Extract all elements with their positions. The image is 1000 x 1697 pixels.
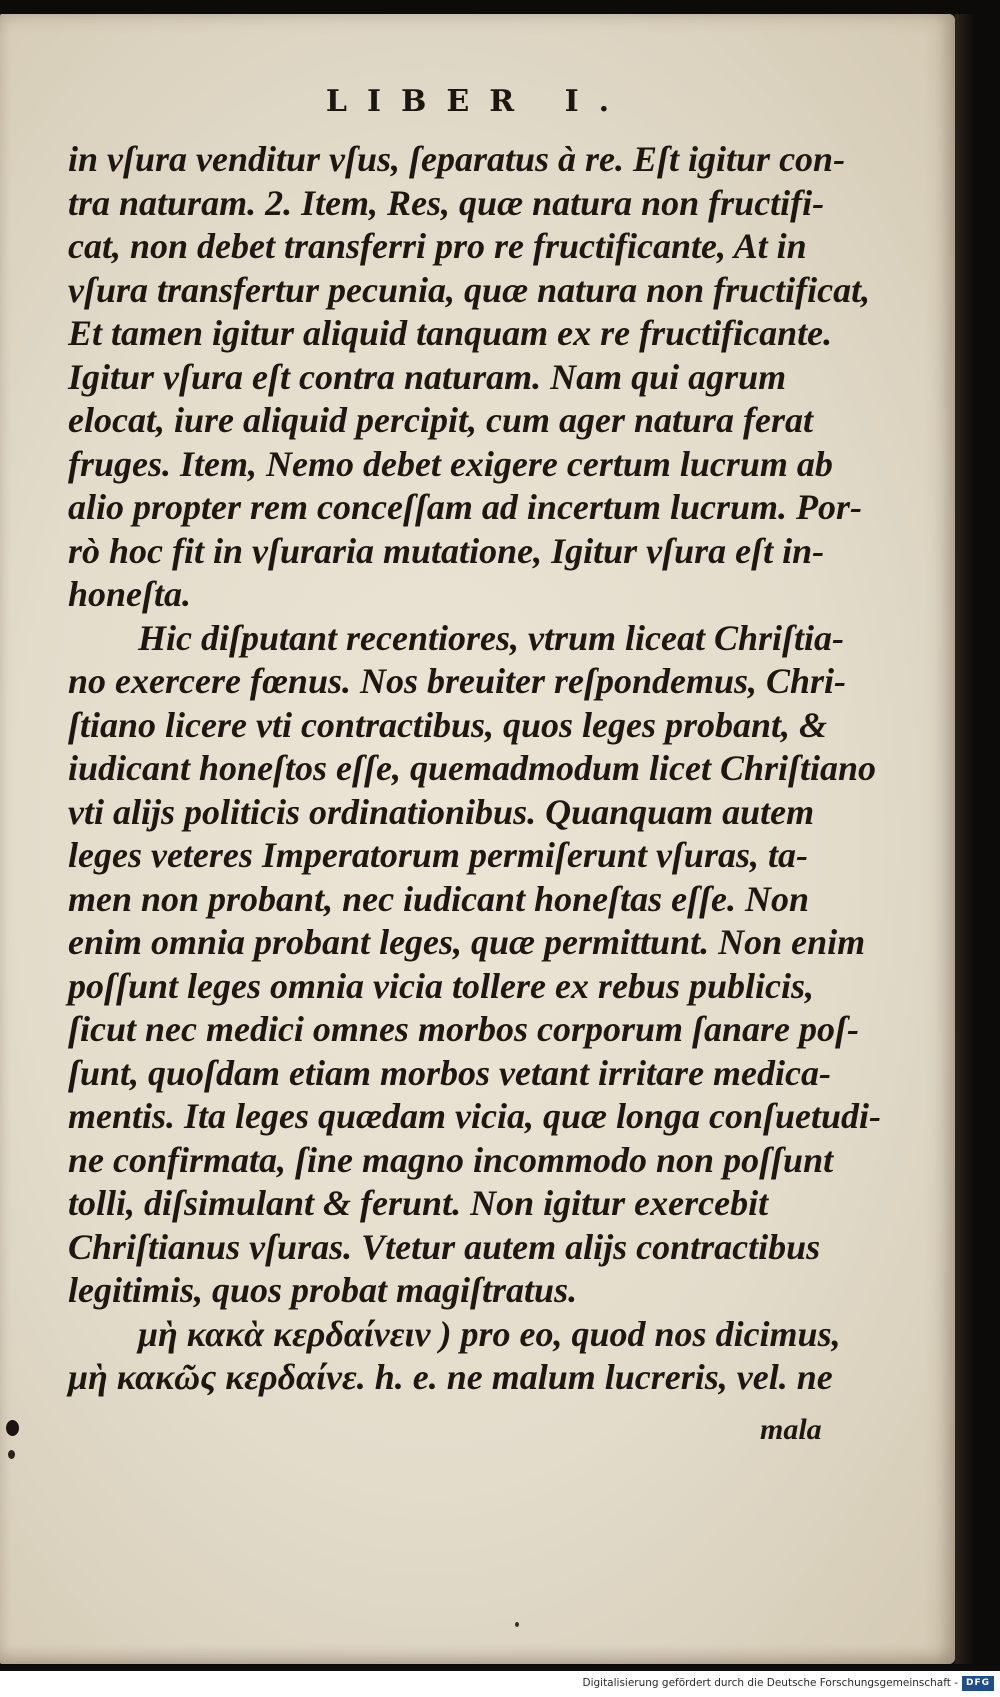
text-line: vſura transfertur pecunia, quæ natura non fructificat, [68,269,871,310]
text-line: elocat, iure aliquid percipit, cum ager natura ferat [68,400,813,440]
text-line: tra naturam. 2. Item, Res, quæ natura non fructifi- [68,182,825,223]
text-line: ne confirmata, ſine magno incommodo non poſſunt [68,1139,834,1180]
body-text [68,138,882,1400]
text-line: tolli, diſsimulant & ferunt. Non igitur exercebit [68,1183,769,1223]
digitization-credit: Digitalisierung gefördert durch die Deutsche Forschungsgemeinschaft - [582,1677,958,1689]
text-line: iudicant honeſtos eſſe, quemadmodum licet Chriſtiano [68,748,877,788]
greek-lemma-line: μὴ κακὰ κερδαίνειν ) pro eo, quod nos dicimus, [138,1313,841,1354]
paragraph-start-line: Hic diſputant recentiores, vtrum liceat Chriſtia- [138,617,844,658]
ink-blot [8,1450,15,1459]
page-edge-shadow [955,14,975,1664]
text-line: men non probant, nec iudicant honeſtas eſſe. Non [68,878,810,919]
text-line: honeſta. [68,574,192,614]
ink-blot [6,1420,19,1436]
text-line: poſſunt leges omnia vicia tollere ex rebus publicis, [68,965,814,1006]
text-line: ſicut nec medici omnes morbos corporum ſanare poſ- [68,1009,859,1049]
text-line: leges veteres Imperatorum permiſerunt vſuras, ta- [68,835,808,875]
catchword: mala [760,1413,822,1446]
ink-speck [515,1622,519,1627]
text-line: legitimis, quos probat magiſtratus. [68,1270,578,1310]
text-line: rò hoc fit in vſuraria mutatione, Igitur vſura eſt in- [68,530,825,571]
text-line: mentis. Ita leges quædam vicia, quæ longa conſuetudi- [68,1096,882,1136]
text-line: ſtiano licere vti contractibus, quos leges probant, & [68,704,828,745]
text-line: vti alijs politicis ordinationibus. Quanquam autem [68,791,815,832]
dfg-logo: DFG [962,1676,994,1691]
text-line: alio propter rem conceſſam ad incertum lucrum. Por- [68,487,862,527]
text-line: no exercere fœnus. Nos breuiter reſpondemus, Chri- [68,661,847,701]
text-line: enim omnia probant leges, quæ permittunt. Non enim [68,922,866,962]
greek-text-line: μὴ κακῶς κερδαίνε. h. e. ne malum lucreris, vel. ne [68,1357,833,1397]
text-line: cat, non debet transferri pro re fructificante, At in [68,226,807,266]
text-line: fruges. Item, Nemo debet exigere certum lucrum ab [68,443,833,484]
running-header: LIBER I. [325,84,630,119]
text-line: in vſura venditur vſus, ſeparatus à re. Eſt igitur con- [68,139,846,179]
text-line: Et tamen igitur aliquid tanquam ex re fructificante. [68,313,833,353]
text-line: Igitur vſura eſt contra naturam. Nam qui agrum [68,356,787,397]
text-line: ſunt, quoſdam etiam morbos vetant irritare medica- [68,1052,831,1093]
text-line: Chriſtianus vſuras. Vtetur autem alijs contractibus [68,1226,821,1267]
